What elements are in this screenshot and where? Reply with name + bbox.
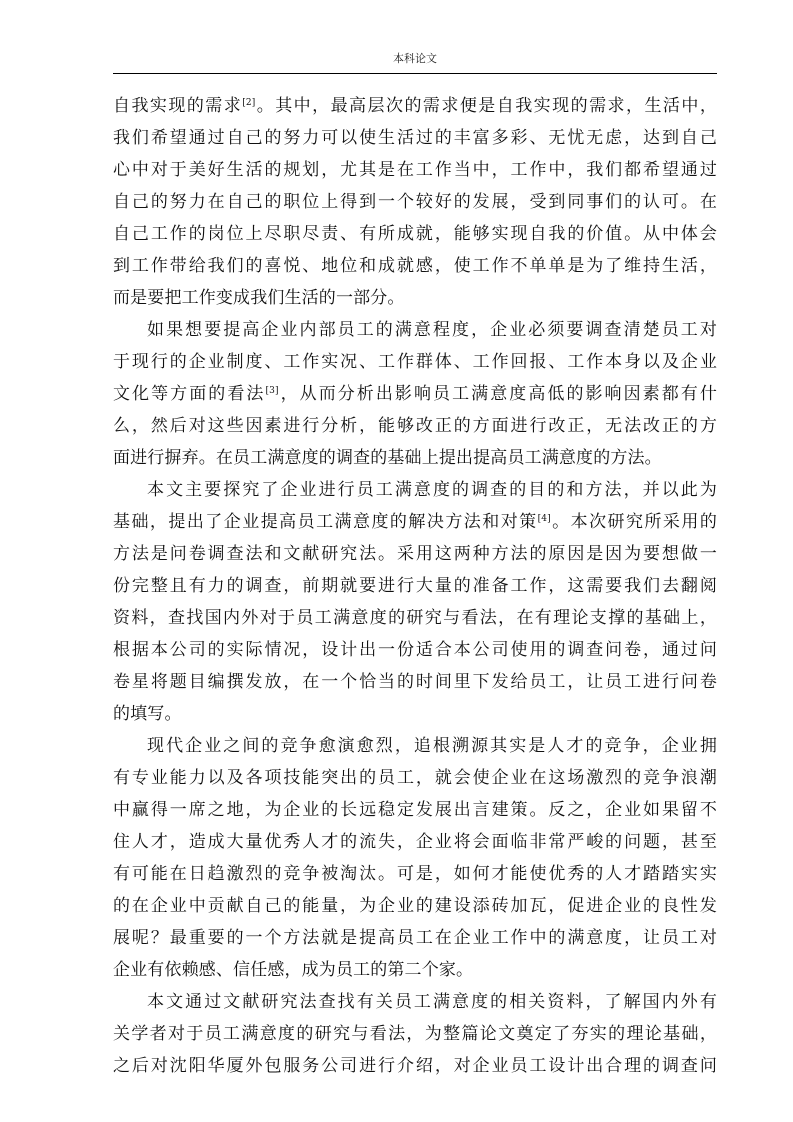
paragraph (113, 730, 717, 986)
text-line: 有专业能力以及各项技能突出的员工，就会使企业在这场激烈的竞争浪潮 (113, 768, 717, 788)
text-line: 现代企业之间的竞争愈演愈烈，追根溯源其实是人才的竞争，企业拥 (147, 736, 717, 756)
text-line: 之后对沈阳华厦外包服务公司进行介绍，对企业员工设计出合理的调查问 (113, 1056, 717, 1076)
text-line: 根据本公司的实际情况，设计出一份适合本公司使用的调查问卷，通过问 (113, 640, 717, 660)
text-line: 自我实现的需求[2]。其中，最高层次的需求便是自我实现的需求，生活中， (113, 96, 717, 116)
text-line: 关学者对于员工满意度的研究与看法，为整篇论文奠定了夯实的理论基础， (113, 1024, 717, 1044)
text-line: 的填写。 (113, 704, 182, 724)
text-line: 企业有依赖感、信任感，成为员工的第二个家。 (113, 960, 474, 980)
text-line: 心中对于美好生活的规划，尤其是在工作当中，工作中，我们都希望通过 (113, 160, 717, 180)
text-line: 有可能在日趋激烈的竞争被淘汰。可是，如何才能使优秀的人才踏踏实实 (113, 864, 717, 884)
text-line: 面进行摒弃。在员工满意度的调查的基础上提出提高员工满意度的方法。 (113, 448, 662, 468)
body-text (113, 90, 717, 1082)
text-line: 的在企业中贡献自己的能量，为企业的建设添砖加瓦，促进企业的良性发 (113, 896, 717, 916)
text-line: 中赢得一席之地，为企业的长远稳定发展出言建策。反之，企业如果留不 (113, 800, 717, 820)
citation-marker: [3] (265, 386, 279, 396)
paragraph (113, 314, 717, 474)
text-line: 我们希望通过自己的努力可以使生活过的丰富多彩、无忧无虑，达到自己 (113, 128, 717, 148)
running-header: 本科论文 (393, 52, 437, 65)
text-line: 自己的努力在自己的职位上得到一个较好的发展，受到同事们的认可。在 (113, 192, 717, 212)
text-line: 么，然后对这些因素进行分析，能够改正的方面进行改正，无法改正的方 (113, 416, 717, 436)
text-line: 而是要把工作变成我们生活的一部分。 (113, 288, 405, 308)
text-line: 文化等方面的看法[3]，从而分析出影响员工满意度高低的影响因素都有什 (113, 384, 717, 404)
text-line: 方法是问卷调查法和文献研究法。采用这两种方法的原因是因为要想做一 (113, 544, 717, 564)
text-line: 基础，提出了企业提高员工满意度的解决方法和对策[4]。本次研究所采用的 (113, 512, 718, 532)
text-line: 本文通过文献研究法查找有关员工满意度的相关资料，了解国内外有 (147, 992, 717, 1012)
text-line: 展呢？最重要的一个方法就是提高员工在企业工作中的满意度，让员工对 (113, 928, 717, 948)
text-line: 本文主要探究了企业进行员工满意度的调查的目的和方法，并以此为 (147, 480, 717, 500)
text-line: 资料，查找国内外对于员工满意度的研究与看法，在有理论支撑的基础上， (113, 608, 717, 628)
paragraph (113, 90, 717, 314)
text-line: 份完整且有力的调查，前期就要进行大量的准备工作，这需要我们去翻阅 (113, 576, 717, 596)
header-rule (113, 73, 717, 74)
paragraph (113, 986, 717, 1082)
text-line: 到工作带给我们的喜悦、地位和成就感，使工作不单单是为了维持生活， (113, 256, 717, 276)
citation-marker: [4] (537, 514, 551, 524)
citation-marker: [2] (242, 98, 256, 108)
text-line: 住人才，造成大量优秀人才的流失，企业将会面临非常严峻的问题，甚至 (113, 832, 717, 852)
text-line: 于现行的企业制度、工作实况、工作群体、工作回报、工作本身以及企业 (113, 352, 717, 372)
text-line: 如果想要提高企业内部员工的满意程度，企业必须要调查清楚员工对 (147, 320, 717, 340)
text-line: 卷星将题目编撰发放，在一个恰当的时间里下发给员工，让员工进行问卷 (113, 672, 717, 692)
paragraph (113, 474, 717, 730)
text-line: 自己工作的岗位上尽职尽责、有所成就，能够实现自我的价值。从中体会 (113, 224, 717, 244)
